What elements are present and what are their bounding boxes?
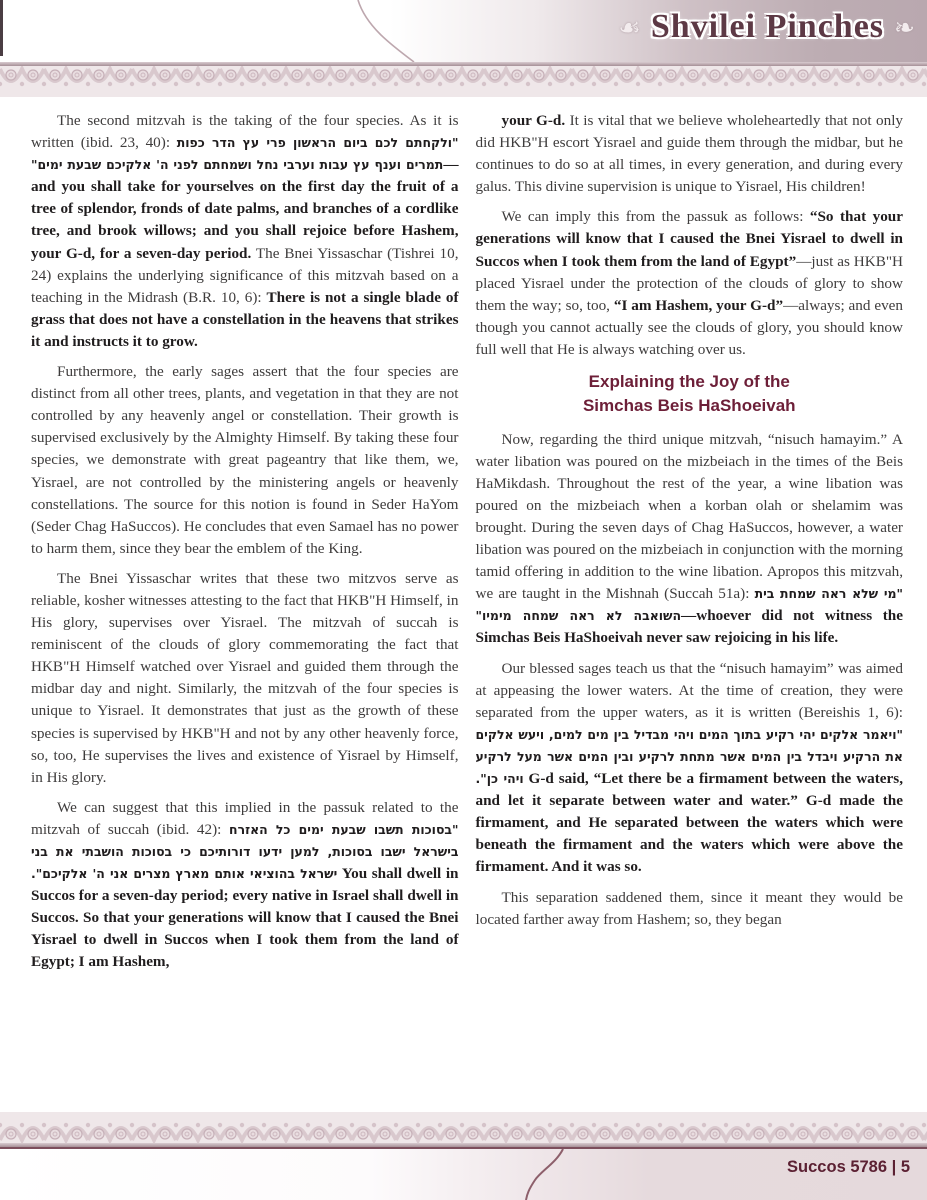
left-column bbox=[31, 110, 459, 1112]
right-column bbox=[476, 110, 904, 1112]
paragraph: Now, regarding the third unique mitzvah, “nisuch hamayim.” A water libation was poured on the mizbeiach in the times of the Beis HaMikdash. Throughout the rest of the year, a wine libation was poured on the mizbeiach when a korban olah or shelamim was brought. During the seven days of Chag HaSuccos, however, a water libation was poured on the mizbeiach in conjunction with the morning tamid offering in addition to the wine libation. Apropos this mitzvah, we are taught in the Mishnah (Succah 51a): "מי שלא ראה שמחת בית השואבה לא ראה שמחה מימיו"—whoever did not witness the Simchas Beis HaShoeivah never saw rejoicing in his life. bbox=[475, 430, 903, 647]
paragraph: The Bnei Yissaschar writes that these two mitzvos serve as reliable, kosher witnesses attesting to the fact that HKB"H Himself, in His glory, supervises over Yisrael. The mitzvah of succah is reminiscent of the clouds of glory commemorating the fact that HKB"H Himself watched over Yisrael and guided them through the midbar day and night. Similarly, the mitzvah of the four species is unique to Yisrael. It demonstrates that just as the growth of these species is supervised by HKB"H and not by any other heavenly force, so, too, He supervises the lives and existence of Yisrael by Himself, in His glory. bbox=[31, 569, 459, 786]
masthead bbox=[618, 8, 915, 46]
paragraph: Furthermore, the early sages assert that the four species are distinct from all other trees, plants, and vegetation in that they are not controlled by any heavenly angel or constellation. Their growth is supervised exclusively by the Almighty Himself. By taking these four species, we demonstrate with great pageantry that like them, we, Yisrael, are not controlled by the ministering angels or heavenly constellations. The source for this notion is found in Seder HaYom (Seder Chag HaSuccos). He concludes that even Samael has no power to harm them, since they bear the emblem of the King. bbox=[31, 363, 459, 557]
section-heading-line2: Simchas Beis HaShoeivah bbox=[582, 395, 796, 415]
article-body bbox=[0, 97, 927, 1112]
publication-title: Shvilei Pinches bbox=[650, 8, 885, 45]
paragraph: We can imply this from the passuk as follows: “So that your generations will know that I caused the Bnei Yisrael to dwell in Succos when I took them from the land of Egypt”—just as HKB"H placed Yisrael under the protection of the clouds of glory to show them the way; so, too, “I am Hashem, your G-d”—always; and even though you cannot actually see the clouds of glory, you should know full well that He is always watching over us. bbox=[475, 208, 904, 358]
paragraph: your G-d. It is vital that we believe wholeheartedly that not only did HKB"H escort Yisrael and guide them through the midbar, but he continues to do so at all times, in every generation, and during every galus. This divine supervision is unique to Yisrael, His children! bbox=[475, 112, 904, 196]
paragraph: This separation saddened them, since it meant they would be located farther away from Hashem; so, they began bbox=[475, 888, 903, 928]
section-heading-line1: Explaining the Joy of the bbox=[588, 372, 790, 392]
issue-and-page-number: Succos 5786 | 5 bbox=[787, 1158, 910, 1176]
page-header bbox=[0, 0, 927, 62]
paragraph: The second mitzvah is the taking of the four species. As it is written (ibid. 23, 40): "ולקחתם לכם ביום הראשון פרי עץ הדר כפות תמרים וענף עץ עבות וערבי נחל ושמחתם לפני ה' אלקיכם שבעת ימים"—and you shall take for yourselves on the first day the fruit of a tree of splendor, fronds of date palms, and branches of a cordlike tree, and brook willows; and you shall rejoice before Hashem, your G-d, for a seven-day period. The Bnei Yissaschar (Tishrei 10, 24) explains the underlying significance of this mitzvah based on a teaching in the Midrash (B.R. 10, 6): There is not a single blade of grass that does not have a constellation in the heavens that strikes it and instructs it to grow. bbox=[31, 112, 459, 350]
decorative-lace-border-bottom bbox=[0, 1112, 927, 1143]
ornament-right-icon: ❧ bbox=[894, 12, 915, 42]
paragraph: Our blessed sages teach us that the “nisuch hamayim” was aimed at appeasing the lower waters. At the time of creation, they were separated from the upper waters, as it is written (Bereishis 1, 6): "ויאמר אלקים יהי רקיע בתוך המים ויהי מבדיל בין מים למים, ויעש אלקים את הרקיע ויבדל בין המים אשר מתחת לרקיע ובין המים אשר מעל לרקיע ויהי כן". G-d said, “Let there be a firmament between the waters, and let it separate between water and water.” G-d made the firmament, and He separated between the waters which were beneath the firmament and the waters which were above the firmament. And it was so. bbox=[475, 659, 903, 876]
paragraph: We can suggest that this implied in the passuk related to the mitzvah of succah (ibid. 42): "בסוכות תשבו שבעת ימים כל האזרח בישראל ישבו בסוכות, למען ידעו דורותיכם כי בסוכות הושבתי את בני ישראל בהוציאי אותם מארץ מצרים אני ה' אלקיכם". You shall dwell in Succos for a seven-day period; every native in Israel shall dwell in Succos. So that your generations will know that I caused the Bnei Yisrael to dwell in Succos when I took them from the land of Egypt; I am Hashem, bbox=[31, 798, 459, 971]
ornament-left-icon: ☙ bbox=[618, 12, 641, 42]
section-heading bbox=[476, 370, 904, 418]
decorative-lace-border-top bbox=[0, 66, 927, 97]
page-footer bbox=[0, 1149, 927, 1200]
